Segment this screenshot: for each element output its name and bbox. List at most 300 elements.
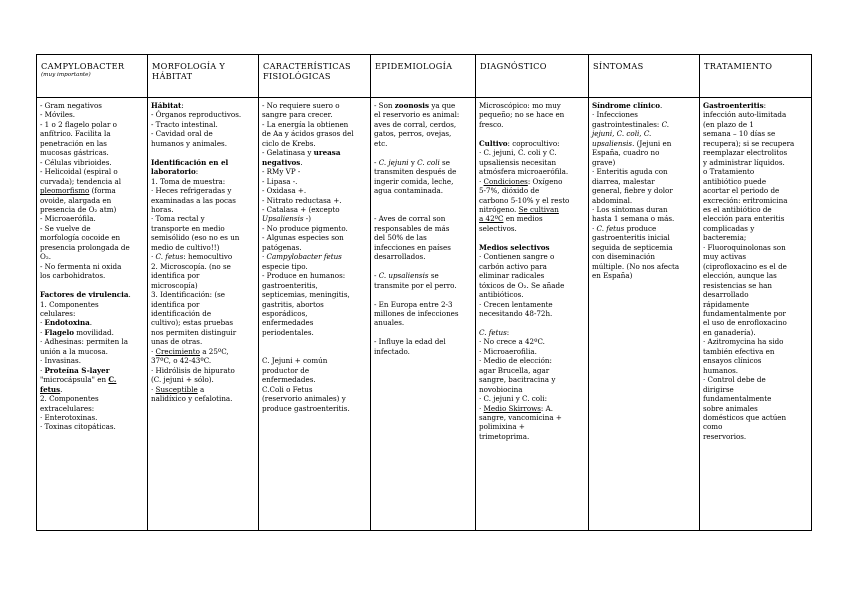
- cell-line: - Microaerófila.: [40, 214, 96, 224]
- cell-line-segment: produce: [624, 223, 657, 233]
- cell-line: [262, 214, 368, 223]
- cell-line: - Tracto intestinal.: [151, 119, 218, 129]
- cell-line: enfermedades.: [262, 375, 316, 385]
- cell-line: - 1 o 2 flagelo polar o: [40, 119, 117, 129]
- cell-line: como: [703, 422, 723, 432]
- cell-line: en ganadería).: [703, 327, 756, 337]
- cell-line-segment: Upsaliensis: [262, 214, 304, 224]
- cell-line: [40, 186, 145, 195]
- cell-line-segment: ·: [262, 252, 267, 262]
- cell-line: y administrar líquidos.: [703, 157, 785, 167]
- cell-line: - Produce en humanos:: [262, 271, 346, 281]
- cell-line: esporádicos,: [262, 308, 308, 318]
- cell-line: [374, 101, 473, 110]
- cell-line: humanos y animales.: [151, 138, 227, 148]
- cell-line-segment: upsaliensis: [592, 138, 633, 148]
- cell-line: identifica por: [151, 271, 200, 281]
- cell-line-segment: ureasa: [313, 148, 341, 158]
- cell-line: produce gastroenteritis.: [262, 403, 350, 413]
- cell-line: antibiótico puede: [703, 176, 767, 186]
- cell-line-segment: ·: [40, 318, 45, 328]
- cell-line: antibióticos.: [479, 290, 524, 300]
- cell-line: - Móviles.: [40, 110, 76, 120]
- cell-line-segment: Factores de virulencia: [40, 290, 129, 300]
- cell-line: [592, 101, 697, 110]
- cell-line: · C. jejuni y C. coli:: [479, 394, 548, 404]
- cell-line: · Enterotoxinas.: [40, 412, 98, 422]
- campylobacter-summary-sheet: [36, 54, 811, 531]
- cell-line: - Órganos reproductivos.: [151, 110, 242, 120]
- cell-line: - En Europa entre 2-3: [374, 299, 453, 309]
- cell-line: [151, 252, 256, 261]
- header-tratamiento: [700, 55, 812, 98]
- cell-line: semisólido (eso no es un: [151, 233, 240, 243]
- cell-line: polimixina +: [479, 422, 525, 432]
- cell-line: periodentales.: [262, 327, 314, 337]
- cell-line: [374, 205, 473, 214]
- cell-line: diarrea, malestar: [592, 176, 655, 186]
- cell-line-segment: - Gelatinasa y: [262, 148, 314, 158]
- cell-line: [374, 328, 473, 337]
- cell-line: tóxicos de O₂. Se añade: [479, 280, 565, 290]
- cell-line-segment: movilidad.: [73, 327, 114, 337]
- cell-line: · Medio de elección:: [479, 356, 552, 366]
- cell-line-segment: ·: [592, 223, 597, 233]
- cell-line: · Toma rectal y: [151, 214, 205, 224]
- cell-line: carbón activo para: [479, 261, 547, 271]
- cell-line: C. Jejuni + común: [262, 356, 328, 366]
- cell-line: [374, 158, 473, 167]
- cell-line: atmósfera microaerófila.: [479, 167, 569, 177]
- cell-line: los carbohidratos.: [40, 271, 106, 281]
- cell-line: millones de infecciones: [374, 308, 459, 318]
- cell-line-segment: C. jejuni: [378, 157, 409, 167]
- cell-line: [374, 290, 473, 299]
- cell-line-segment: Hábitat: [151, 101, 182, 110]
- cell-line-segment: fetus: [40, 384, 61, 394]
- cell-line: fundamentalmente por: [703, 308, 786, 318]
- cell-line: [374, 148, 473, 157]
- cell-line: [592, 120, 697, 129]
- cell-line: resistencias se han: [703, 280, 773, 290]
- cell-line: · Heces refrigeradas y: [151, 186, 232, 196]
- cell-line: necesitando 48-72h.: [479, 308, 553, 318]
- cell-line: morfología cocoide en: [40, 233, 121, 243]
- cell-line: sangre, vancomicina +: [479, 412, 562, 422]
- header-caracteristicas: [259, 55, 371, 98]
- cell-line-segment: (forma: [89, 186, 116, 196]
- cell-line: [479, 177, 586, 186]
- cell-line: nalidíxico y cefalotina.: [151, 394, 233, 404]
- cell-line: curvada); tendencia al: [40, 176, 122, 186]
- cell-line: 37ºC, o 42-43ºC.: [151, 356, 212, 366]
- cell-line: [479, 404, 586, 413]
- summary-table: [36, 54, 812, 531]
- cell-line: · Hidrólisis de hipurato: [151, 365, 235, 375]
- cell-line: productor de: [262, 365, 310, 375]
- cell-caracteristicas: [259, 98, 371, 531]
- cell-line: upsaliensis necesitan: [479, 157, 557, 167]
- cell-line: gastroenteritis,: [262, 280, 318, 290]
- cell-line-segment: se: [428, 271, 439, 281]
- cell-line: presencia prolongada de: [40, 242, 130, 252]
- cell-line: nos permiten distinguir: [151, 327, 237, 337]
- cell-line: · Enteritis aguda con: [592, 167, 668, 177]
- cell-line: - Nitrato reductasa +.: [262, 195, 342, 205]
- cell-line: C.Coli o Fetus: [262, 384, 313, 394]
- cell-tratamiento: [700, 98, 812, 531]
- cell-line-segment: C. upsaliensis: [378, 271, 429, 281]
- cell-line: identificación de: [151, 308, 212, 318]
- cell-line: o Tratamiento: [703, 167, 755, 177]
- header-title: EPIDEMIOLOGÍA: [375, 61, 453, 71]
- cell-line-segment: .: [60, 384, 63, 394]
- cell-line-segment: : Oxígeno: [527, 176, 563, 186]
- cell-line: - Cavidad oral de: [151, 129, 213, 139]
- cell-line: [592, 139, 697, 148]
- cell-line-segment: -): [303, 214, 311, 224]
- cell-line: · Infecciones: [592, 110, 638, 120]
- cell-line: examinadas a las pocas: [151, 195, 236, 205]
- cell-line-segment: C. fetus: [155, 252, 184, 262]
- cell-line: fresco.: [479, 119, 504, 129]
- cell-line-segment: : coprocultivo:: [507, 138, 560, 148]
- cell-line: · Contienen sangre o: [479, 252, 555, 262]
- cell-line: unas de otras.: [151, 337, 203, 347]
- cell-line: [40, 328, 145, 337]
- cell-line-segment: ·: [479, 403, 484, 413]
- cell-line: [479, 318, 586, 327]
- cell-line: - Oxidasa +.: [262, 186, 307, 196]
- cell-line-segment: ·: [151, 252, 156, 262]
- cell-line: hasta 1 semana o más.: [592, 214, 675, 224]
- cell-line-segment: .: [89, 318, 93, 328]
- cell-line: infección auto-limitada: [703, 110, 787, 120]
- cell-line: transmiten después de: [374, 167, 457, 177]
- cell-line: 2. Componentes: [40, 394, 99, 404]
- cell-line: 3. Identificación: (se: [151, 290, 226, 300]
- cell-line: novobiocina: [479, 384, 523, 394]
- cell-line-segment: Gastroenteritis: [703, 101, 764, 110]
- cell-line-segment: laboratorio: [151, 167, 196, 177]
- cell-line-segment: Medio Skirrows: [483, 403, 541, 413]
- cell-line: - Catalasa + (excepto: [262, 204, 340, 214]
- cell-line-segment: Endotoxina: [44, 318, 90, 328]
- header-sintomas: [589, 55, 700, 98]
- cell-line: 2. Microscopía. (no se: [151, 261, 231, 271]
- cell-line: [374, 262, 473, 271]
- cell-line: - Helicoidal (espiral o: [40, 167, 118, 177]
- cell-line: penetración en las: [40, 138, 107, 148]
- cell-line-segment: Síndrome clínico: [592, 101, 660, 110]
- cell-line: - RMy VP -: [262, 167, 301, 177]
- cell-line-segment: ya que: [429, 101, 456, 110]
- cell-line: patógenas.: [262, 242, 302, 252]
- cell-line: eliminar radicales: [479, 271, 545, 281]
- cell-line: 5-7%, dióxido de: [479, 186, 540, 196]
- cell-line: [40, 318, 145, 327]
- cell-line: [40, 385, 145, 394]
- cell-line: identifica por: [151, 299, 200, 309]
- cell-line: · Microaerofilia.: [479, 346, 537, 356]
- cell-line-segment: C. coli: [417, 157, 440, 167]
- cell-line: celulares:: [40, 308, 76, 318]
- cell-line-segment: ·: [40, 365, 45, 375]
- cell-line: [479, 129, 586, 138]
- cell-line: · Invasinas.: [40, 356, 81, 366]
- header-title: MORFOLOGÍA Y HÁBITAT: [152, 61, 226, 81]
- cell-line: dirigirse: [703, 384, 734, 394]
- cell-line: ensayos clínicos: [703, 356, 762, 366]
- cell-line-segment: gastrointestinales:: [592, 119, 662, 129]
- cell-line-segment: ·: [151, 346, 156, 356]
- cell-line-segment: :: [181, 101, 184, 110]
- header-epidemiologia: [371, 55, 476, 98]
- header-subtitle: (muy importante): [41, 72, 91, 78]
- cell-line-segment: Flagelo: [44, 327, 74, 337]
- cell-line: Microscópico: mo muy: [479, 101, 561, 110]
- cell-line: selectivos.: [479, 223, 517, 233]
- cell-line: también efectiva en: [703, 346, 775, 356]
- cell-line: · C. jejuni, C. coli y C.: [479, 148, 557, 158]
- cell-line-segment: Campylobacter fetus: [266, 252, 342, 262]
- cell-line: especie tipo.: [262, 261, 308, 271]
- cell-line: agua contaminada.: [374, 186, 443, 196]
- cell-line-segment: C.: [661, 119, 670, 129]
- cell-line: · No crece a 42ºC.: [479, 337, 545, 347]
- cell-line: - La energía la obtienen: [262, 119, 349, 129]
- cell-line: trimetoprima.: [479, 431, 530, 441]
- cell-line-segment: C. fetus: [596, 223, 625, 233]
- cell-line-segment: :: [195, 167, 199, 177]
- cell-line-segment: pleomorfismo: [40, 186, 90, 196]
- cell-line: - Algunas especies son: [262, 233, 344, 243]
- cell-line: (reservorio animales) y: [262, 394, 346, 404]
- cell-line-segment: Se cultivan: [518, 204, 559, 214]
- cell-line: ovoide, alargada en: [40, 195, 112, 205]
- cell-campylobacter: [37, 98, 148, 531]
- cell-line: elección para enteritis: [703, 214, 785, 224]
- cell-line: [374, 196, 473, 205]
- cell-line: (C. jejuni + sólo).: [151, 375, 214, 385]
- cell-line: enfermedades: [262, 318, 314, 328]
- cell-line: agar Brucella, agar: [479, 365, 550, 375]
- cell-line-segment: .: [300, 157, 303, 167]
- cell-line-segment: Proteína S-layer: [44, 365, 110, 375]
- cell-line: sobre animales: [703, 403, 758, 413]
- cell-line: [151, 101, 256, 110]
- cell-line: de Aa y ácidos grasos del: [262, 129, 354, 139]
- cell-line: general, fiebre y dolor: [592, 186, 673, 196]
- cell-line: O₂.: [40, 252, 51, 262]
- cell-line: abdominal.: [592, 195, 633, 205]
- cell-line: [151, 167, 256, 176]
- cell-line: fundamentalmente: [703, 394, 772, 404]
- cell-line: recupera); si se recupera: [703, 138, 795, 148]
- cell-line: mucosas gástricas.: [40, 148, 109, 158]
- cell-line: - Lipasa -.: [262, 176, 298, 186]
- cell-line: desarrollados.: [374, 252, 426, 262]
- cell-line-segment: nitrógeno.: [479, 204, 519, 214]
- cell-line-segment: : A.: [540, 403, 554, 413]
- cell-line: medio de cultivo!!): [151, 242, 220, 252]
- cell-line: [40, 281, 145, 290]
- cell-line: sangre para crecer.: [262, 110, 333, 120]
- cell-line: anuales.: [374, 318, 405, 328]
- cell-line: [479, 243, 586, 252]
- cell-line-segment: . (Jejuni en: [632, 138, 672, 148]
- cell-line: transmite por el perro.: [374, 280, 457, 290]
- cell-line: grave): [592, 157, 616, 167]
- cell-line: [703, 101, 809, 110]
- cell-line: [151, 347, 256, 356]
- cell-line-segment: se: [439, 157, 450, 167]
- cell-line: complicadas y: [703, 223, 755, 233]
- cell-line: · Azitromycina ha sido: [703, 337, 784, 347]
- cell-line: ingerir comida, leche,: [374, 176, 454, 186]
- cell-line: [40, 290, 145, 299]
- cell-line: muy activas: [703, 252, 747, 262]
- cell-line: [40, 366, 145, 375]
- cell-line: [592, 129, 697, 138]
- cell-diagnostico: [476, 98, 589, 531]
- cell-line: [262, 158, 368, 167]
- cell-line: - Células vibrioides.: [40, 157, 112, 167]
- cell-line: gastritis, abortos: [262, 299, 324, 309]
- cell-line: (ciprofloxacino es el de: [703, 261, 787, 271]
- cell-line: [151, 158, 256, 167]
- header-diagnostico: [476, 55, 589, 98]
- cell-line-segment: Crecimiento: [155, 346, 200, 356]
- cell-line-segment: :: [763, 101, 767, 110]
- cell-line: reemplazar electrolitos: [703, 148, 788, 158]
- cell-line: etc.: [374, 138, 388, 148]
- cell-line-segment: a 25ºC,: [199, 346, 229, 356]
- cell-line-segment: y: [408, 157, 418, 167]
- cell-line: [262, 252, 368, 261]
- cell-line-segment: Susceptible: [155, 384, 198, 394]
- cell-line: infecciones en países: [374, 242, 451, 252]
- cell-line: - Aves de corral son: [374, 214, 446, 224]
- cell-line-segment: - Son: [374, 101, 395, 110]
- cell-line-segment: .: [128, 290, 131, 300]
- cell-line-segment: en medios: [503, 214, 543, 224]
- cell-line: [479, 205, 586, 214]
- cell-line: del 50% de las: [374, 233, 427, 243]
- cell-line-segment: zoonosis: [394, 101, 430, 110]
- cell-line: - Se vuelve de: [40, 223, 91, 233]
- cell-line-segment: Identificación en el: [151, 157, 229, 167]
- cell-line: es el antibiótico de: [703, 204, 772, 214]
- header-morfologia: [148, 55, 259, 98]
- cell-line: desarrollado: [703, 290, 749, 300]
- cell-line-segment: Cultivo: [479, 138, 508, 148]
- cell-line-segment: ·: [151, 384, 156, 394]
- cell-line: [262, 347, 368, 356]
- cell-line: gastroenteritis inicial: [592, 233, 670, 243]
- cell-line: [479, 139, 586, 148]
- cell-line: [262, 148, 368, 157]
- cell-line: pequeño; no se hace en: [479, 110, 565, 120]
- cell-line: - No fermenta ni oxida: [40, 261, 122, 271]
- cell-line: · Control debe de: [703, 375, 766, 385]
- cell-line: España, cuadro no: [592, 148, 660, 158]
- cell-line: reservorios.: [703, 431, 747, 441]
- cell-morfologia: [148, 98, 259, 531]
- cell-line-segment: a 42ºC: [479, 214, 504, 224]
- cell-line-segment: -: [374, 157, 379, 167]
- content-row: [37, 98, 812, 531]
- cell-line-segment: Condiciones: [483, 176, 528, 186]
- cell-line: semana – 10 días se: [703, 129, 776, 139]
- cell-line: ciclo de Krebs.: [262, 138, 316, 148]
- cell-line-segment: -: [374, 271, 379, 281]
- header-row: [37, 55, 812, 98]
- cell-line: domésticos que actúen: [703, 412, 787, 422]
- cell-line: extracelulares:: [40, 403, 95, 413]
- cell-line: · Crecen lentamente: [479, 299, 553, 309]
- cell-line-segment: .: [659, 101, 663, 110]
- cell-line: excreción: eritromicina: [703, 195, 788, 205]
- cell-line: seguida de septicemia: [592, 242, 673, 252]
- cell-line: responsables de más: [374, 223, 450, 233]
- cell-line: rápidamente: [703, 299, 750, 309]
- cell-line-segment: : hemocultivo: [183, 252, 233, 262]
- cell-line-segment: "microcápsula" en: [40, 375, 109, 385]
- header-title: CAMPYLOBACTER: [41, 61, 125, 71]
- header-title: SÍNTOMAS: [593, 61, 644, 71]
- cell-line: [151, 148, 256, 157]
- cell-line: gatos, perros, ovejas,: [374, 129, 452, 139]
- cell-line: transporte en medio: [151, 223, 225, 233]
- cell-line: [151, 385, 256, 394]
- cell-line: bacteremia;: [703, 233, 747, 243]
- cell-line: [592, 224, 697, 233]
- cell-line: (en plazo de 1: [703, 119, 754, 129]
- cell-line-segment: jejuni, C. coli, C.: [592, 129, 652, 139]
- cell-line: humanos.: [703, 365, 739, 375]
- cell-line: anfítrico. Facilita la: [40, 129, 111, 139]
- cell-line: aves de corral, cerdos,: [374, 119, 457, 129]
- cell-line: · Los síntomas duran: [592, 204, 668, 214]
- cell-line: microscopía): [151, 280, 198, 290]
- cell-line-segment: C.: [108, 375, 117, 385]
- cell-line: carbono 5-10% y el resto: [479, 195, 570, 205]
- header-title: TRATAMIENTO: [704, 61, 773, 71]
- cell-line-segment: :: [506, 327, 510, 337]
- cell-line: [262, 337, 368, 346]
- cell-epidemiologia: [371, 98, 476, 531]
- cell-line: [479, 214, 586, 223]
- cell-line: múltiple. (No nos afecta: [592, 261, 680, 271]
- cell-line: horas.: [151, 204, 174, 214]
- cell-line: unión a la mucosa.: [40, 346, 108, 356]
- cell-line: septicemias, meningitis,: [262, 290, 350, 300]
- cell-line: el uso de enrofloxacino: [703, 318, 787, 328]
- cell-line: cultivo); estas pruebas: [151, 318, 234, 328]
- cell-line: elección, aunque las: [703, 271, 777, 281]
- cell-line-segment: C. fetus: [479, 327, 507, 337]
- cell-line: con diseminación: [592, 252, 656, 262]
- cell-line: · Adhesinas: permiten la: [40, 337, 129, 347]
- header-title: CARACTERÍSTICAS FISIOLÓGICAS: [263, 61, 351, 81]
- cell-line: en España): [592, 271, 633, 281]
- cell-line: · Toxinas citopáticas.: [40, 422, 116, 432]
- cell-line: [479, 233, 586, 242]
- cell-sintomas: [589, 98, 700, 531]
- cell-line: - No requiere suero o: [262, 101, 340, 110]
- cell-line-segment: ·: [479, 176, 484, 186]
